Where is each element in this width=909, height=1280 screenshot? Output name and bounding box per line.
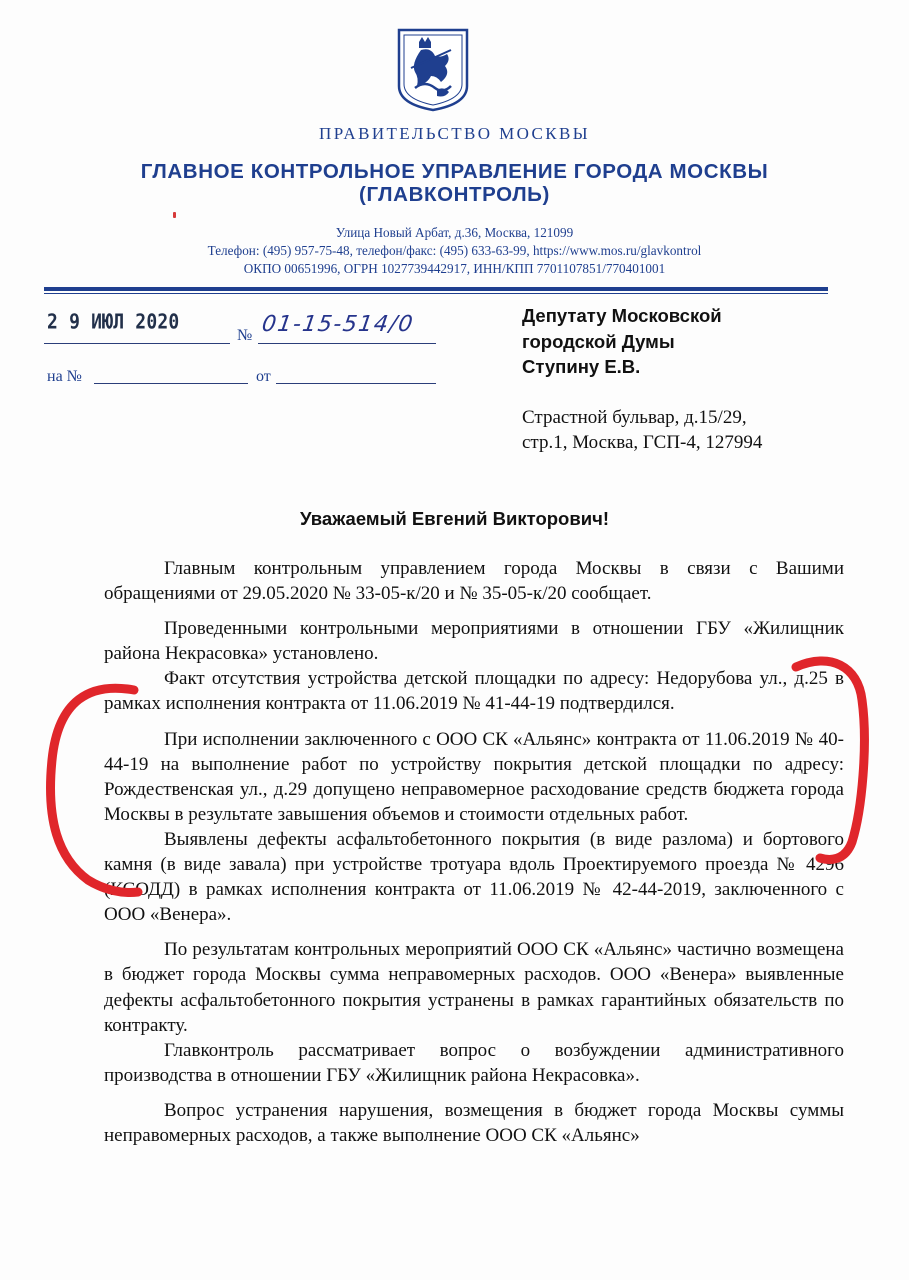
addressee-city: стр.1, Москва, ГСП-4, 127994 bbox=[522, 432, 763, 453]
paragraph: Главконтроль рассматривает вопрос о возбуждении административного производства в отношении ГБУ «Жилищник района Некрасовка». bbox=[104, 1039, 844, 1086]
date-line bbox=[44, 343, 230, 344]
from-line bbox=[276, 383, 436, 384]
addressee-street: Страстной бульвар, д.15/29, bbox=[522, 407, 747, 428]
header-divider-thin bbox=[44, 293, 828, 294]
paragraph: Выявлены дефекты асфальтобетонного покрытия (в виде разлома) и бортового камня (в виде завала) при устройстве тротуара вдоль Проектируемого проезда № 4296 (КСОДД) в рамках исполнения контракта от 11.06.2019 № 42-44-2019, заключенного с ООО «Венера». bbox=[104, 828, 844, 926]
government-title: ПРАВИТЕЛЬСТВО МОСКВЫ bbox=[319, 124, 590, 143]
paragraph: Вопрос устранения нарушения, возмещения в бюджет города Москвы суммы неправомерных расходов, а также выполнение ООО СК «Альянс» bbox=[104, 1099, 844, 1146]
salutation: Уважаемый Евгений Викторович! bbox=[299, 508, 610, 529]
header-divider-thick bbox=[44, 287, 828, 291]
agency-name: ГЛАВНОЕ КОНТРОЛЬНОЕ УПРАВЛЕНИЕ ГОРОДА МОСКВЫ bbox=[140, 160, 769, 183]
addressee-name: Ступину Е.В. bbox=[522, 356, 641, 377]
agency-codes: ОКПО 00651996, ОГРН 1027739442917, ИНН/КПП 7701107851/770401001 bbox=[243, 261, 666, 276]
handwritten-number: 01-15-514/0 bbox=[260, 312, 416, 337]
addressee-line-2: городской Думы bbox=[522, 331, 675, 352]
reference-label: на № bbox=[47, 368, 82, 385]
paragraph: По результатам контрольных мероприятий ООО СК «Альянс» частично возмещена в бюджет города Москвы сумма неправомерных расходов. ООО «Венера» выявленные дефекты асфальтобетонного покрытия устранены в рамках гарантийных обязательств по контракту. bbox=[104, 939, 844, 1036]
paragraph: Факт отсутствия устройства детской площадки по адресу: Недорубова ул., д.25 в рамках исполнения контракта от 11.06.2019 № 41-44-19 подтвердился. bbox=[104, 668, 844, 715]
date-stamp: 2 9 ИЮЛ 2020 bbox=[47, 310, 180, 335]
addressee-line-1: Депутату Московской bbox=[522, 305, 722, 326]
agency-short-name: (ГЛАВКОНТРОЛЬ) bbox=[359, 183, 550, 206]
stray-pen-mark bbox=[173, 212, 176, 218]
number-line bbox=[258, 343, 436, 344]
agency-address: Улица Новый Арбат, д.36, Москва, 121099 bbox=[335, 225, 574, 240]
paragraph: При исполнении заключенного с ООО СК «Альянс» контракта от 11.06.2019 № 40-44-19 на выполнение работ по устройству покрытия детской площадки по адресу: Рождественская ул., д.29 допущено неправомерное расходование средств бюджета города Москвы в результате завышения объемов и стоимости отдельных работ. bbox=[104, 728, 844, 825]
paragraph: Проведенными контрольными мероприятиями в отношении ГБУ «Жилищник района Некрасовка» установлено. bbox=[104, 618, 844, 665]
reference-line bbox=[94, 383, 248, 384]
letter-body bbox=[104, 556, 844, 1148]
paragraph: Главным контрольным управлением города Москвы в связи с Вашими обращениями от 29.05.2020 № 33-05-к/20 и № 35-05-к/20 сообщает. bbox=[104, 558, 844, 605]
number-label: № bbox=[237, 327, 253, 344]
moscow-coat-of-arms-icon bbox=[397, 28, 469, 112]
from-label: от bbox=[256, 368, 271, 385]
agency-phones: Телефон: (495) 957-75-48, телефон/факс: (495) 633-63-99, https://www.mos.ru/glavkontrol bbox=[207, 243, 702, 258]
